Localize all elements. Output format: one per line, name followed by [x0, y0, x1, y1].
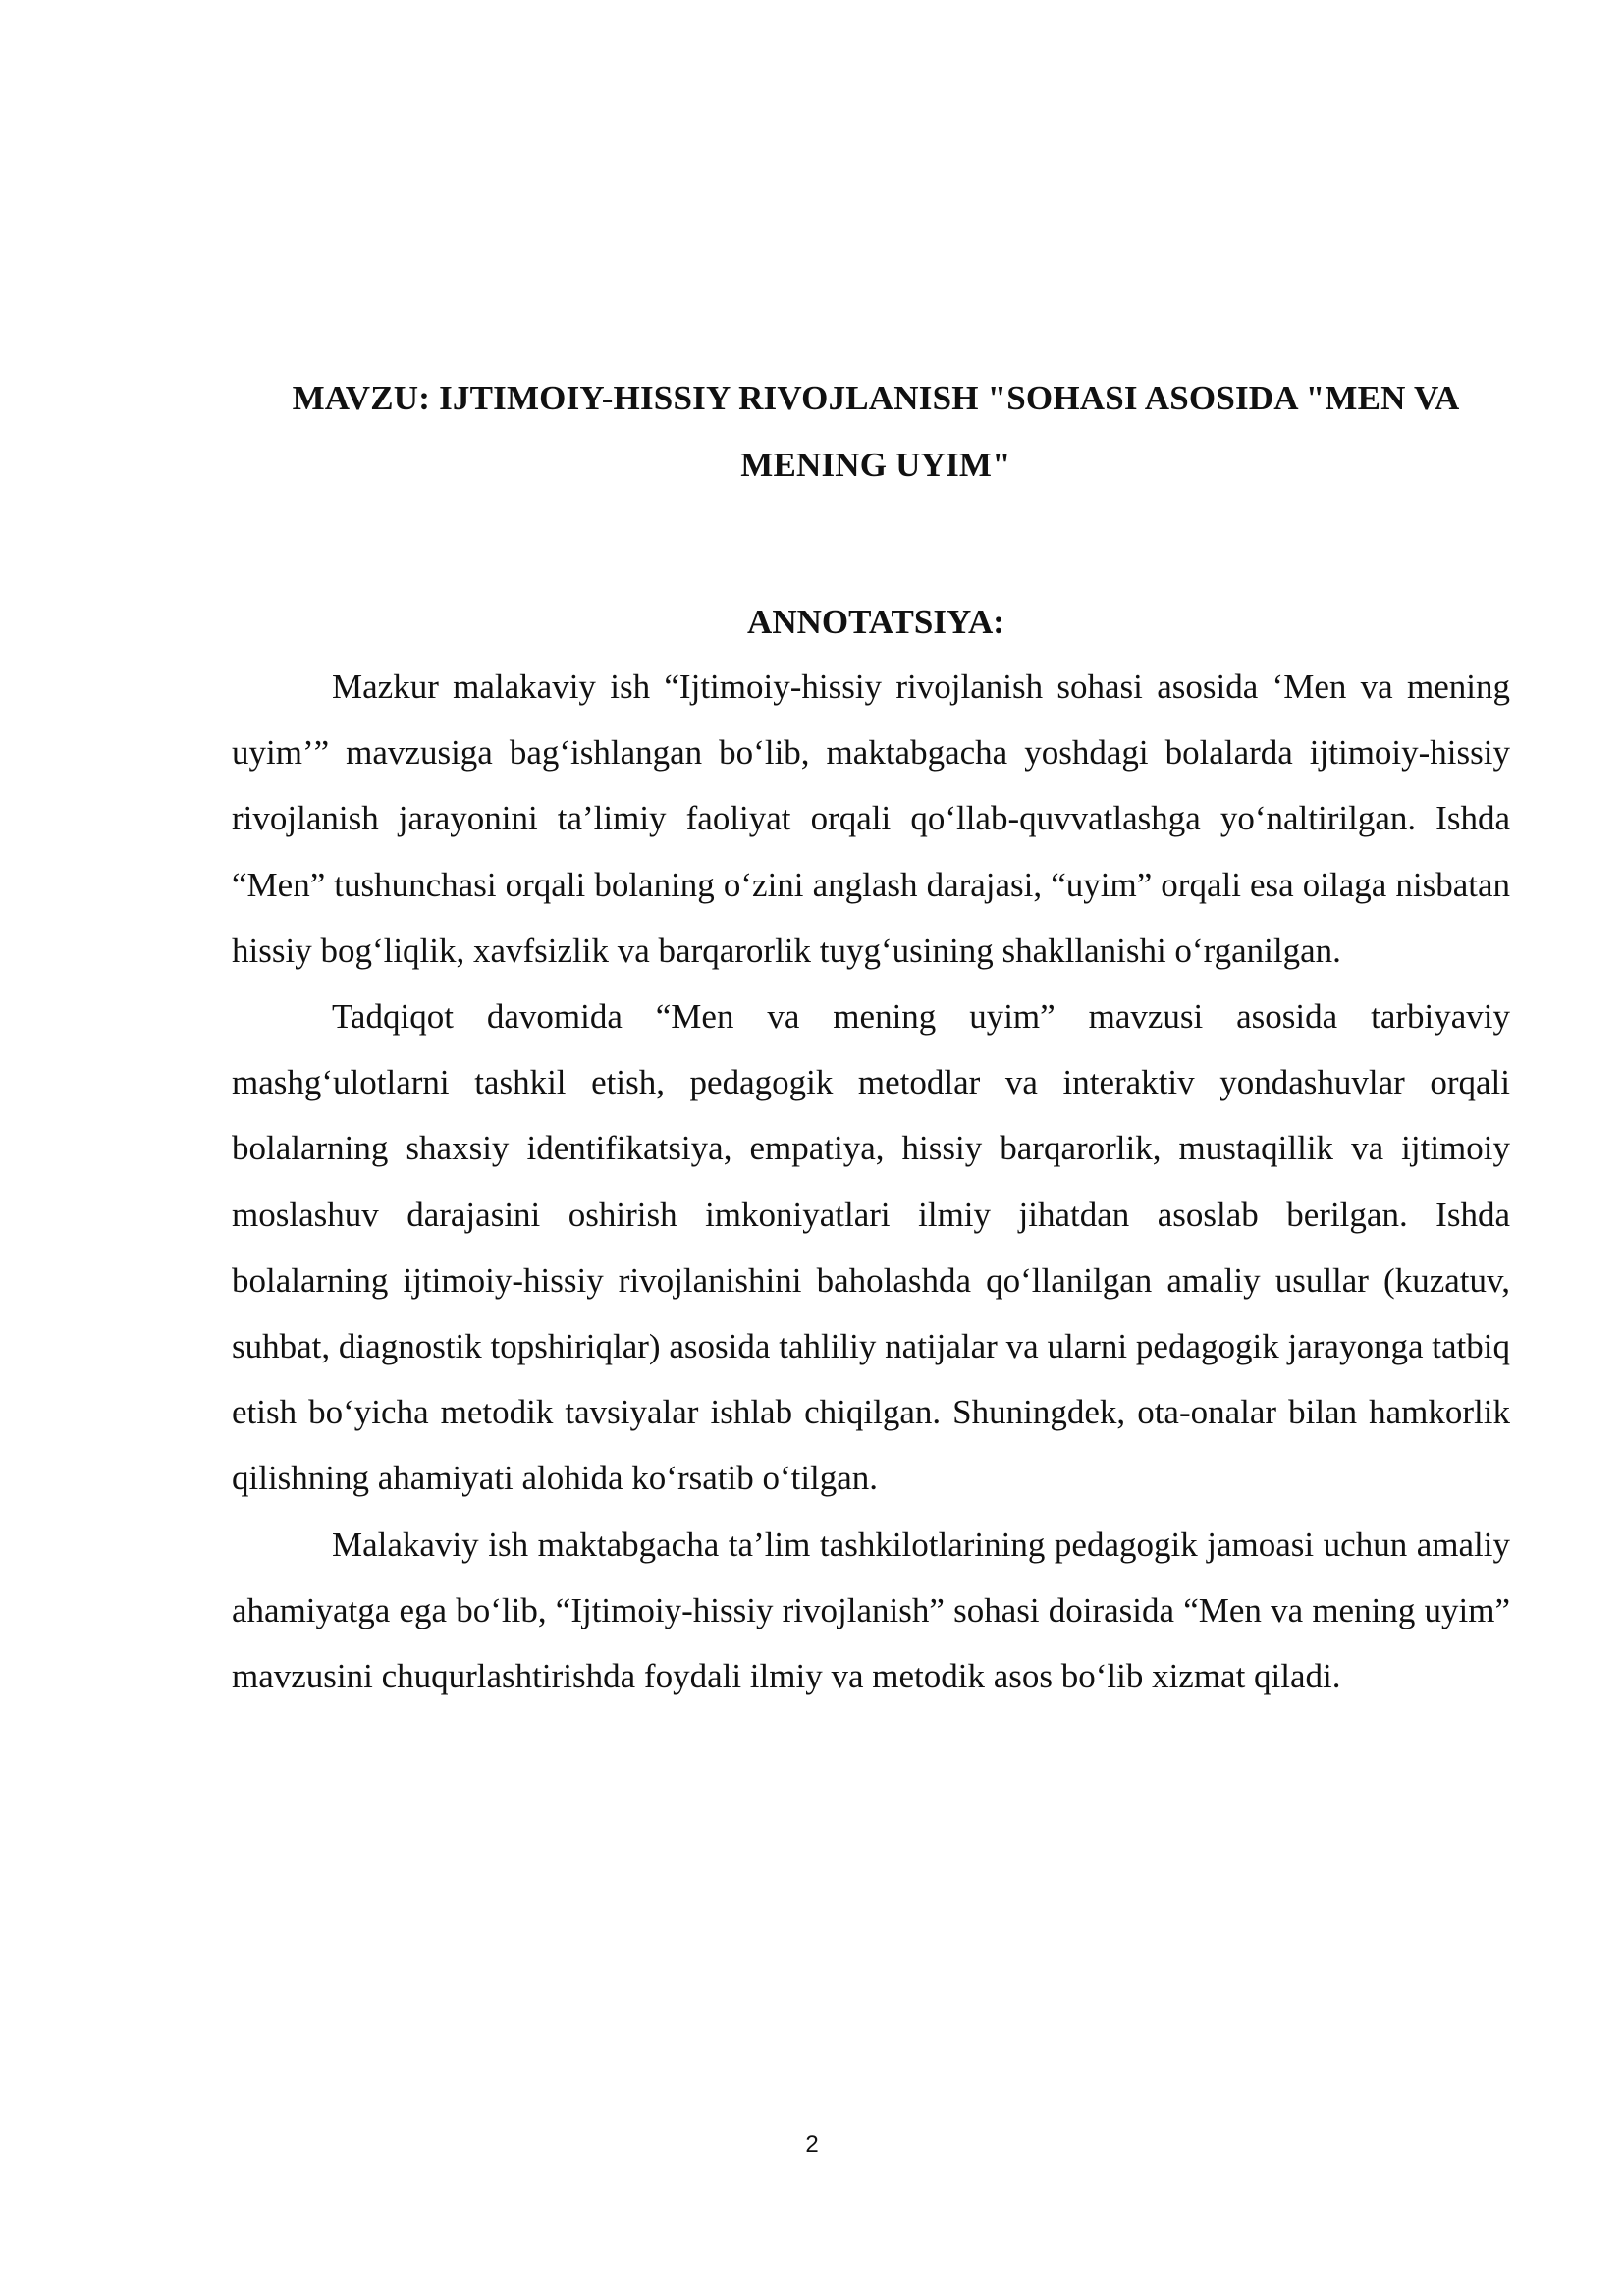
annotation-body — [232, 654, 1510, 1709]
annotation-paragraph-1: Mazkur malakaviy ish “Ijtimoiy-hissiy rivojlanish sohasi asosida ‘Men va mening uyim’” mavzusiga bag‘ishlangan bo‘lib, maktabgacha yoshdagi bolalarda ijtimoiy-hissiy rivojlanish jarayonini ta’limiy faoliyat orqali qo‘llab-quvvatlashga yo‘naltirilgan. Ishda “Men” tushunchasi orqali bolaning o‘zini anglash darajasi, “uyim” orqali esa oilaga nisbatan hissiy bog‘liqlik, xavfsizlik va barqarorlik tuyg‘usining shakllanishi o‘rganilgan. — [232, 667, 1510, 970]
annotation-heading: ANNOTATSIYA: — [747, 603, 1004, 641]
annotation-paragraph-3: Malakaviy ish maktabgacha ta’lim tashkilotlarining pedagogik jamoasi uchun amaliy ahamiyatga ega bo‘lib, “Ijtimoiy-hissiy rivojlanish” sohasi doirasida “Men va mening uyim” mavzusini chuqurlashtirishda foydali ilmiy va metodik asos bo‘lib xizmat qiladi. — [232, 1524, 1510, 1696]
annotation-paragraph-2: Tadqiqot davomida “Men va mening uyim” mavzusi asosida tarbiyaviy mashg‘ulotlarni tashkil etish, pedagogik metodlar va interaktiv yondashuvlar orqali bolalarning shaxsiy identifikatsiya, empatiya, hissiy barqarorlik, mustaqillik va ijtimoiy moslashuv darajasini oshirish imkoniyatlari ilmiy jihatdan asoslab berilgan. Ishda bolalarning ijtimoiy-hissiy rivojlanishini baholashda qo‘llanilgan amaliy usullar (kuzatuv, suhbat, diagnostik topshiriqlar) asosida tahliliy natijalar va ularni pedagogik jarayonga tatbiq etish bo‘yicha metodik tavsiyalar ishlab chiqilgan. Shuningdek, ota-onalar bilan hamkorlik qilishning ahamiyati alohida ko‘rsatib o‘tilgan. — [232, 997, 1510, 1498]
page-number: 2 — [805, 2131, 819, 2158]
document-title: MAVZU: IJTIMOIY-HISSIY RIVOJLANISH "SOHASI ASOSIDA "MEN VA MENING UYIM" — [292, 379, 1460, 484]
